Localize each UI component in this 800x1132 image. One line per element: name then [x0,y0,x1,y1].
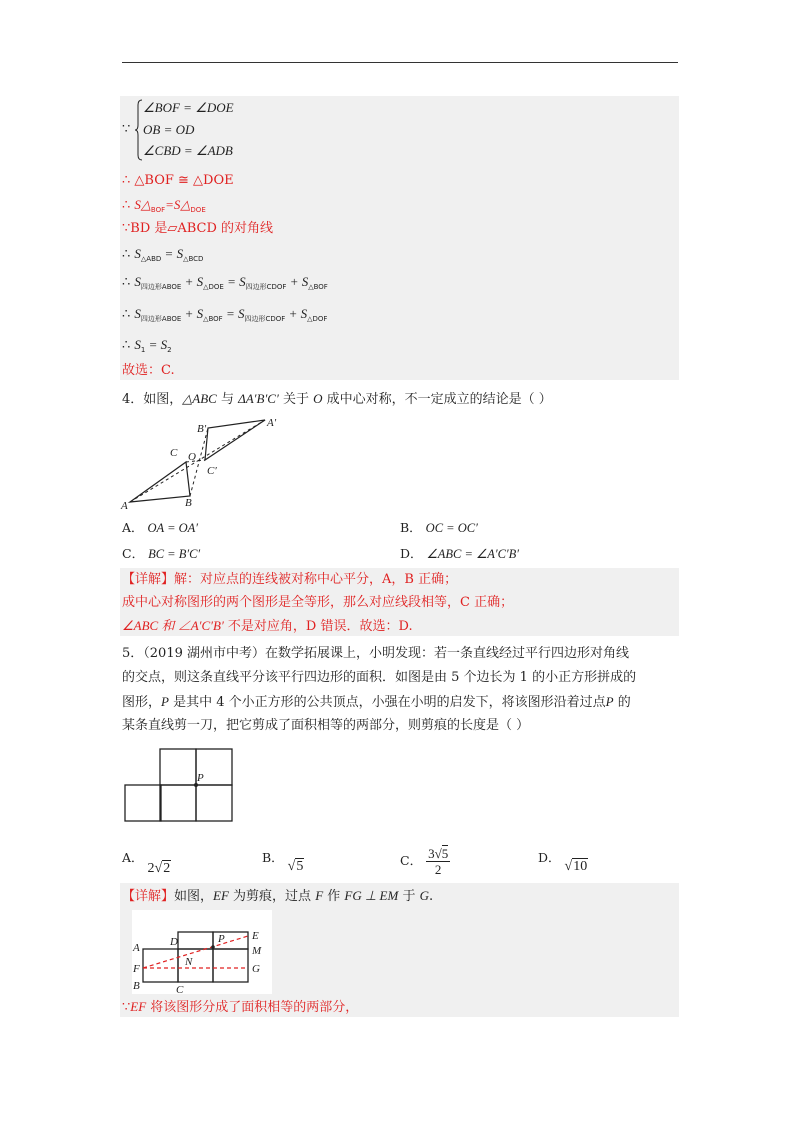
q5-solution-figure [132,910,272,994]
answer-q3: 故选：C. [122,363,175,378]
q5-stem-4: 某条直线剪一刀，把它剪成了面积相等的两部分，则剪痕的长度是（ ） [122,718,530,733]
q5-option-b: B． √5 [262,850,304,874]
q4-option-a: A． OA = OA′ [122,520,199,535]
diagonal-line: ∵BD 是▱ABCD 的对角线 [122,221,274,236]
fig4-label-c-prime: C′ [207,465,217,477]
q4-detail-1: 【详解】解：对应点的连线被对称中心平分，A，B 正确； [122,572,458,587]
fig5b-label-c: C [176,984,184,996]
fig5b-label-g: G [252,963,260,975]
q4-detail-2: 成中心对称图形的两个图形是全等形，那么对应线段相等，C 正确； [122,595,514,610]
fig5b-label-e: E [252,930,259,942]
q5-stem-3: 图形，P 是其中 4 个小正方形的公共顶点，小强在小明的启发下，将该图形沿着过点P 的 [122,694,631,710]
q5-stem-1: 5．（2019 湖州市中考）在数学拓展课上，小明发现：若一条直线经过平行四边形对角线 [122,646,629,661]
q5-figure [124,748,234,822]
congruent-line: ∴ △BOF ≅ △DOE [122,173,234,188]
q5-option-a: A． 2√2 [122,850,171,876]
condition-angle-bof: ∠BOF = ∠DOE [143,100,234,115]
condition-ob-od: OB = OD [143,122,195,137]
because-symbol: ∵ [122,122,131,137]
fig5b-label-a: A [133,942,140,954]
q4-option-c: C． BC = B′C′ [122,546,201,561]
fig4-label-a: A [121,500,128,512]
q5-option-d: D． √10 [538,850,588,874]
fig5b-label-d: D [170,936,178,948]
q5-option-c: C． $\frac{3√5}{2}$ [400,846,449,877]
q4-stem: 4．如图，△ABC 与 ΔA′B′C′ 关于 O 成中心对称，不一定成立的结论是（ ） [122,391,552,407]
fig4-label-b: B [185,497,192,509]
s1-s2-line: ∴ $S_1 = S_2$ [122,337,172,354]
fig5b-label-p: P [218,933,225,945]
fig4-label-a-prime: A′ [267,417,277,429]
fig4-label-c: C [170,447,178,459]
solution-block-q3 [120,96,679,380]
brace-symbol [135,99,143,161]
q5-detail-2: ∵EF 将该图形分成了面积相等的两部分， [122,999,359,1015]
fig5b-label-n: N [185,956,193,968]
abd-bcd-line: ∴ $S_{\triangle ABD} = S_{\triangle BCD}$ [122,246,204,263]
q5-stem-2: 的交点，则这条直线平分该平行四边形的面积．如图是由 5 个边长为 1 的小正方形拼成的 [122,670,637,685]
q4-option-d: D． ∠ABC = ∠A′C′B′ [400,546,520,561]
q4-option-b: B． OC = OC′ [400,520,478,535]
fig4-label-b-prime: B′ [197,423,207,435]
condition-angle-cbd: ∠CBD = ∠ADB [143,143,233,158]
fig5b-label-f: F [133,963,140,975]
q4-detail-3: ∠ABC 和 ∠A′C′B′ 不是对应角，D 错误．故选：D. [122,618,413,634]
fig5-label-p: P [197,772,204,784]
area-sum-line-1: ∴ $S_{四边形ABOE} + S_{\triangle DOE} = S_{四边形CDOF} + S_{\triangle BOF}$ [122,274,328,291]
q5-detail-1: 【详解】如图，EF 为剪痕，过点 F 作 FG ⊥ EM 于 G. [122,888,434,904]
area-equal-line: ∴ $S\triangle_{BOF}=S\triangle_{DOE}$ [122,197,206,214]
area-sum-line-2: ∴ $S_{四边形ABOE} + S_{\triangle BOF} = S_{四边形CDOF} + S_{\triangle DOF}$ [122,306,328,323]
header-rule [122,62,678,63]
fig5b-label-b: B [133,980,140,992]
fig5b-label-m: M [252,945,262,957]
fig4-label-o: O [188,451,196,463]
